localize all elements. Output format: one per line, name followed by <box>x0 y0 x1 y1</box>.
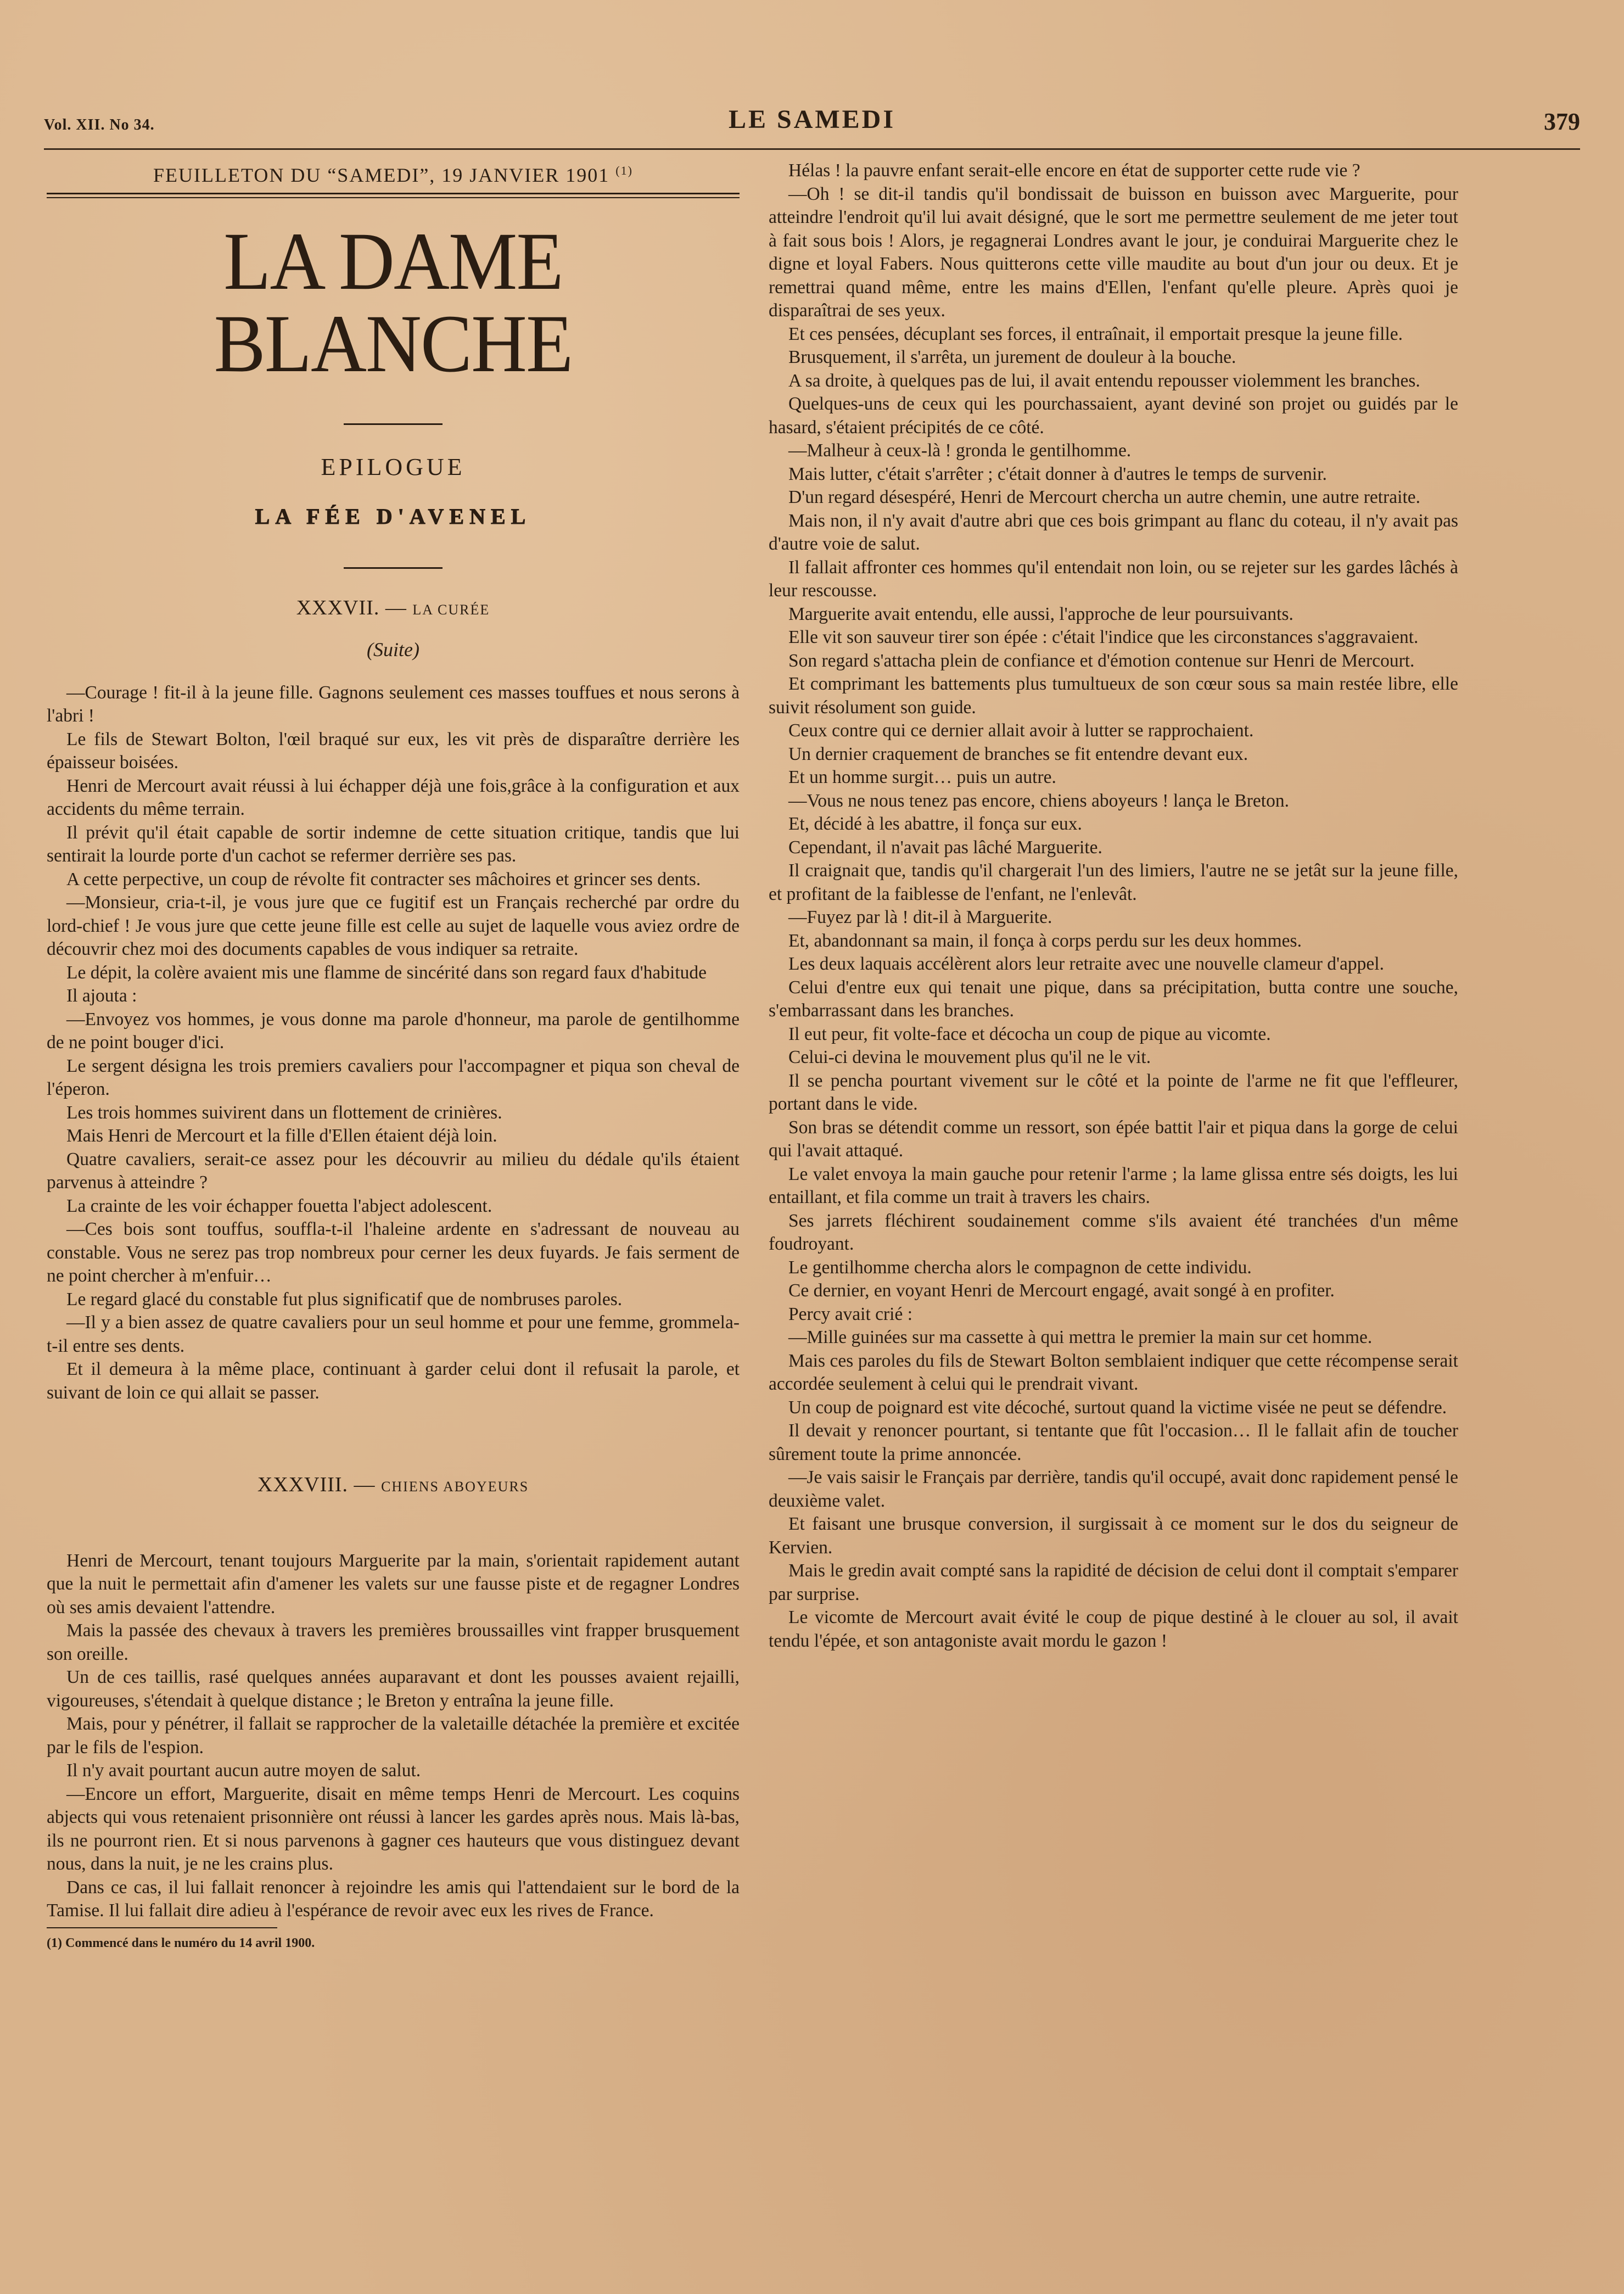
paragraph: Et, décidé à les abattre, il fonça sur eux. <box>788 814 1082 834</box>
paragraph: Il n'y avait pourtant aucun autre moyen de salut. <box>66 1760 421 1781</box>
paragraph: Quelques-uns de ceux qui les pourchassaient, ayant deviné son projet ou guidés par le hasard, s'étaient précipités de ce côté. <box>769 394 1458 438</box>
paragraph: —Je vais saisir le Français par derrière, tandis qu'il occupé, avait donc rapidement pensé le deuxième valet. <box>769 1467 1458 1511</box>
chapter-37-text <box>47 681 740 1405</box>
paragraph: Le gentilhomme chercha alors le compagnon de cette individu. <box>788 1257 1252 1278</box>
part-subtitle: LA FÉE D'AVENEL <box>255 504 531 529</box>
paragraph: Dans ce cas, il lui fallait renoncer à rejoindre les amis qui l'attendaient sur le bord de la Tamise. Il lui fallait dire adieu à l'espérance de revoir avec eux les rives de France. <box>47 1877 740 1921</box>
paragraph: —Fuyez par là ! dit-il à Marguerite. <box>788 907 1052 927</box>
paragraph: Celui-ci devina le mouvement plus qu'il ne le vit. <box>788 1047 1151 1067</box>
chapter-37-name: LA CURÉE <box>412 601 490 618</box>
paragraph: A cette perpective, un coup de révolte fit contracter ses mâchoires et grincer ses dents. <box>66 869 701 889</box>
paragraph: Et comprimant les battements plus tumultueux de son cœur sous sa main restée libre, elle suivit résolument son guide. <box>769 674 1458 718</box>
paragraph: Quatre cavaliers, serait-ce assez pour les découvrir au milieu du dédale qu'ils étaient parvenus à atteindre ? <box>47 1149 740 1193</box>
paragraph: Il ajouta : <box>66 986 137 1006</box>
paragraph: Mais lutter, c'était s'arrêter ; c'était donner à d'autres le temps de survenir. <box>788 463 1327 484</box>
footnote: (1) Commencé dans le numéro du 14 avril 1900. <box>47 1935 315 1950</box>
paragraph: Cependant, il n'avait pas lâché Marguerite. <box>788 837 1102 858</box>
paragraph: Un de ces taillis, rasé quelques années auparavant et dont les pousses avaient rejailli, vigoureuses, s'étendait à quelque distance ; le Breton y entraîna la jeune fille. <box>47 1667 740 1711</box>
paragraph: Et, abandonnant sa main, il fonça à corps perdu sur les deux hommes. <box>788 930 1302 951</box>
paragraph: Mais la passée des chevaux à travers les premières broussailles vint frapper brusquement son oreille. <box>47 1620 740 1664</box>
right-column <box>769 159 1458 1653</box>
paragraph: Brusquement, il s'arrêta, un jurement de douleur à la bouche. <box>788 347 1236 367</box>
paragraph: Mais le gredin avait compté sans la rapidité de décision de celui dont il comptait s'emparer par surprise. <box>769 1560 1458 1604</box>
double-rule <box>47 193 740 198</box>
paragraph: Mais, pour y pénétrer, il fallait se rapprocher de la valetaille détachée la première et excitée par le fils de l'espion. <box>47 1714 740 1758</box>
paragraph: Il devait y renoncer pourtant, si tentante que fût l'occasion… Il le fallait afin de toucher sûrement toute la prime annoncée. <box>769 1420 1458 1464</box>
paragraph: Hélas ! la pauvre enfant serait-elle encore en état de supporter cette rude vie ? <box>788 160 1360 181</box>
paragraph: —Malheur à ceux-là ! gronda le gentilhomme. <box>788 440 1132 461</box>
suite-label: (Suite) <box>367 639 419 661</box>
chapter-37-number: XXXVII. — <box>296 596 407 619</box>
paragraph: —Mille guinées sur ma cassette à qui mettra le premier la main sur cet homme. <box>788 1327 1373 1347</box>
paragraph: Les deux laquais accélèrent alors leur retraite avec une nouvelle clameur d'appel. <box>788 954 1384 974</box>
paragraph: Un coup de poignard est vite décoché, surtout quand la victime visée ne peut se défendre. <box>788 1397 1447 1418</box>
paragraph: Les trois hommes suivirent dans un flottement de crinières. <box>66 1102 502 1123</box>
paragraph: La crainte de les voir échapper fouetta l'abject adolescent. <box>66 1195 492 1216</box>
feuilleton-line <box>47 159 740 187</box>
left-column <box>47 159 740 1955</box>
paragraph: Marguerite avait entendu, elle aussi, l'approche de leur poursuivants. <box>788 603 1293 624</box>
paragraph: D'un regard désespéré, Henri de Mercourt chercha un autre chemin, une autre retraite. <box>788 487 1420 507</box>
page-number: 379 <box>1544 108 1580 135</box>
footnote-rule <box>47 1927 277 1928</box>
volume-number: Vol. XII. No 34. <box>44 116 155 133</box>
paragraph: Le vicomte de Mercourt avait évité le coup de pique destiné à le clouer au sol, il avait tendu l'épée, et son antagoniste avait mordu le gazon ! <box>769 1607 1458 1651</box>
paragraph: Henri de Mercourt, tenant toujours Marguerite par la main, s'orientait rapidement autant que la nuit le permettait afin d'amener les valets sur une fausse piste et de regagner Londres où ses amis devaient l'attendre. <box>47 1550 740 1618</box>
paragraph: Elle vit son sauveur tirer son épée : c'était l'indice que les circonstances s'aggravaient. <box>788 627 1419 647</box>
page-header <box>44 104 1580 148</box>
paragraph: Mais Henri de Mercourt et la fille d'Ellen étaient déjà loin. <box>66 1126 497 1146</box>
paragraph: Le fils de Stewart Bolton, l'œil braqué sur eux, les vit près de disparaître derrière les épaisseur boisées. <box>47 729 740 773</box>
paragraph: Il prévit qu'il était capable de sortir indemne de cette situation critique, tandis que lui sentirait la lourde porte d'un cachot se refermer derrière ses pas. <box>47 822 740 866</box>
paragraph: Mais non, il n'y avait d'autre abri que ces bois grimpant au flanc du coteau, il n'y avait pas d'autre voie de salut. <box>769 510 1458 554</box>
paragraph: Le valet envoya la main gauche pour retenir l'arme ; la lame glissa entre sés doigts, les lui entaillant, et fila comme un trait à travers les chairs. <box>769 1163 1458 1207</box>
paragraph: Ce dernier, en voyant Henri de Mercourt engagé, avait songé à en profiter. <box>788 1280 1335 1301</box>
chapter-38-number: XXXVIII. — <box>257 1473 376 1496</box>
paragraph: Il se pencha pourtant vivement sur le côté et la pointe de l'arme ne fit que l'effleurer, portant dans le vide. <box>769 1070 1458 1114</box>
paragraph: Ses jarrets fléchirent soudainement comme s'ils avaient été tranchées d'un même foudroyant. <box>769 1210 1458 1254</box>
header-rule <box>44 148 1580 150</box>
chapter-37-heading <box>47 596 740 622</box>
paragraph: A sa droite, à quelques pas de lui, il avait entendu repousser violemment les branches. <box>788 370 1420 391</box>
paragraph: Il craignait que, tandis qu'il chargerait l'un des limiers, l'autre ne se jetât sur la jeune fille, et profitant de la faiblesse de l'enfant, ne l'enlevât. <box>769 860 1458 904</box>
title-divider <box>344 423 443 425</box>
paragraph: Celui d'entre eux qui tenait une pique, dans sa précipitation, butta contre une souche, s'embarrassant dans les branches. <box>769 977 1458 1021</box>
right-column-text <box>769 159 1458 1653</box>
paragraph: Henri de Mercourt avait réussi à lui échapper déjà une fois,grâce à la configuration et aux accidents du même terrain. <box>47 775 740 819</box>
paragraph: Le dépit, la colère avaient mis une flamme de sincérité dans son regard faux d'habitude <box>66 962 707 983</box>
paragraph: Le sergent désigna les trois premiers cavaliers pour l'accompagner et piqua son cheval de l'éperon. <box>47 1055 740 1099</box>
paragraph: —Envoyez vos hommes, je vous donne ma parole d'honneur, ma parole de gentilhomme de ne point bouger d'ici. <box>47 1009 740 1053</box>
paragraph: Le regard glacé du constable fut plus significatif que de nombruses paroles. <box>66 1289 623 1310</box>
paragraph: Et un homme surgit… puis un autre. <box>788 767 1056 787</box>
paragraph: Il fallait affronter ces hommes qu'il entendait non loin, ou se rejeter sur les gardes lâchés à leur rescousse. <box>769 557 1458 601</box>
epilogue-heading: EPILOGUE <box>321 453 466 480</box>
paragraph: —Il y a bien assez de quatre cavaliers pour un seul homme et pour une femme, grommela-t-il entre ses dents. <box>47 1312 740 1356</box>
paragraph: Son bras se détendit comme un ressort, son épée battit l'air et piqua dans la gorge de celui qui l'avait attaqué. <box>769 1117 1458 1161</box>
feuilleton-text: FEUILLETON DU “SAMEDI”, 19 JANVIER 1901 <box>153 164 610 186</box>
footnote-mark: (1) <box>615 164 633 177</box>
paragraph: Ceux contre qui ce dernier allait avoir à lutter se rapprochaient. <box>788 720 1254 741</box>
chapter-38-text <box>47 1549 740 1923</box>
paragraph: —Monsieur, cria-t-il, je vous jure que ce fugitif est un Français recherché par ordre du lord-chief ! Je vous jure que cette jeune fille est celle au sujet de laquelle vous aviez ordre de découvrir chez moi des documents capables de vous indiquer sa retraite. <box>47 892 740 959</box>
chapter-38-heading <box>47 1473 740 1499</box>
paragraph: Son regard s'attacha plein de confiance et d'émotion contenue sur Henri de Mercourt. <box>788 650 1415 671</box>
subtitle-divider <box>344 567 443 569</box>
paragraph: —Vous ne nous tenez pas encore, chiens aboyeurs ! lança le Breton. <box>788 790 1289 811</box>
paragraph: —Encore un effort, Marguerite, disait en même temps Henri de Mercourt. Les coquins abjects qui vous retenaient prisonnière ont réussi à lancer les gardes après nous. Mais là-bas, ils ne pourront rien. Et si nous parvenons à gagner ces hauteurs que vous distinguez devant nous, dans la nuit, je ne les crains plus. <box>47 1783 740 1874</box>
paragraph: —Ces bois sont touffus, souffla-t-il l'haleine ardente en s'adressant de nouveau au constable. Vous ne serez pas trop nombreux pour cerner les deux fuyards. Je fais serment de ne point chercher à m'enfuir… <box>47 1219 740 1286</box>
story-title: LA DAME BLANCHE <box>214 215 573 389</box>
paragraph: —Oh ! se dit-il tandis qu'il bondissait de buisson en buisson avec Marguerite, pour atteindre l'endroit qu'il lui avait désigné, que le sort me permettre seulement de me jeter tout à fait sous bois ! Alors, je regagnerai Londres avant le jour, je conduirai Marguerite chez le digne et loyal Fabers. Nous quitterons cette ville maudite au bout d'un jour ou deux. Et je remettrai quand même, entre les mains d'Ellen, l'enfant qu'elle pleure. Après quoi je disparaîtrai de ses yeux. <box>769 183 1458 321</box>
paragraph: —Courage ! fit-il à la jeune fille. Gagnons seulement ces masses touffues et nous serons à l'abri ! <box>47 682 740 726</box>
paragraph: Et ces pensées, décuplant ses forces, il entraînait, il emportait presque la jeune fille. <box>788 323 1403 344</box>
paragraph: Et faisant une brusque conversion, il surgissait à ce moment sur le dos du seigneur de Kervien. <box>769 1514 1458 1558</box>
paragraph: Mais ces paroles du fils de Stewart Bolton semblaient indiquer que cette récompense serait accordée seulement à celui qui le prendrait vivant. <box>769 1350 1458 1394</box>
journal-name: LE SAMEDI <box>728 105 896 134</box>
paragraph: Et il demeura à la même place, continuant à garder celui dont il refusait la parole, et suivant de loin ce qui allait se passer. <box>47 1359 740 1403</box>
paragraph: Un dernier craquement de branches se fit entendre devant eux. <box>788 743 1248 764</box>
paragraph: Percy avait crié : <box>788 1303 913 1324</box>
chapter-38-name: CHIENS ABOYEURS <box>381 1479 529 1495</box>
paragraph: Il eut peur, fit volte-face et décocha un coup de pique au vicomte. <box>788 1023 1271 1044</box>
